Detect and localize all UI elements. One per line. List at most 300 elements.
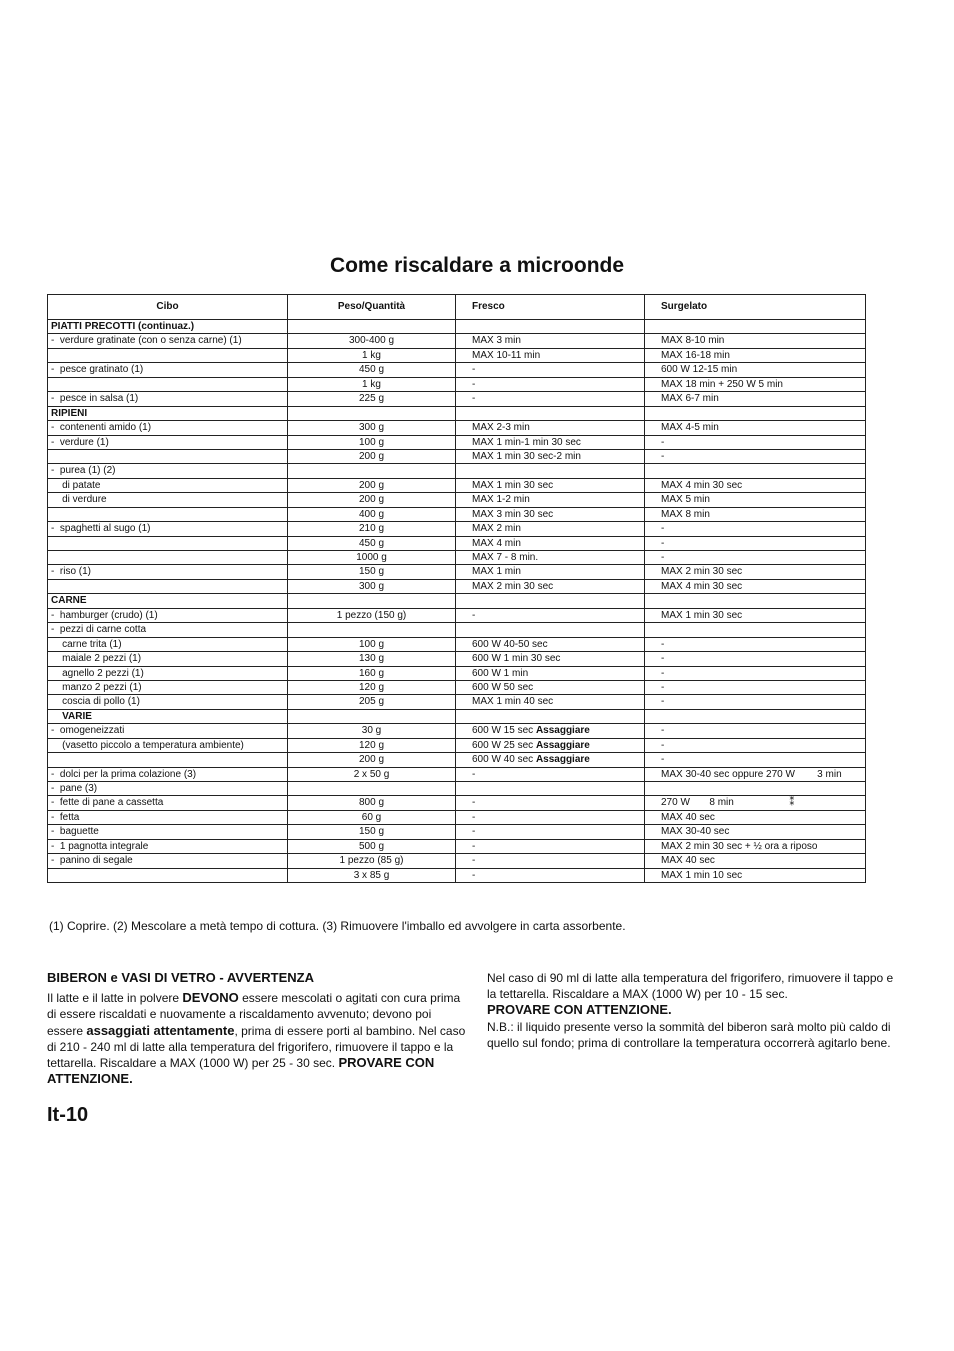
table-row bbox=[48, 782, 866, 796]
cell-surgelato bbox=[645, 334, 866, 348]
cell-peso bbox=[288, 478, 456, 492]
cell-cibo bbox=[48, 666, 288, 680]
cell-fresco bbox=[456, 724, 645, 738]
right-paragraph-1: Nel caso di 90 ml di latte alla temperatura del frigorifero, rimuovere il tappo e la tettarella. Riscaldare a MAX (1000 W) per 10 - 15 sec. bbox=[487, 971, 894, 1002]
cell-peso bbox=[288, 435, 456, 449]
fresco-text: MAX 2-3 min bbox=[472, 422, 530, 434]
cibo-text: di verdure bbox=[51, 494, 107, 506]
cibo-text: - verdure (1) bbox=[51, 436, 109, 448]
peso-text: 100 g bbox=[358, 436, 385, 448]
table-row bbox=[48, 652, 866, 666]
cell-peso bbox=[288, 348, 456, 362]
text-run: essere mescolati o agitati con cura prima di essere riscaldati e nuovamente a riscaldamento avvenuto; devono poi essere bbox=[47, 991, 461, 1038]
text-run: Il latte e il latte in polvere bbox=[47, 991, 183, 1006]
empty-cell bbox=[456, 709, 645, 723]
cell-surgelato bbox=[645, 652, 866, 666]
cibo-text: - dolci per la prima colazione (3) bbox=[51, 768, 197, 780]
cell-cibo bbox=[48, 334, 288, 348]
fresco-text: 600 W 25 sec bbox=[472, 739, 534, 751]
empty-cell bbox=[645, 320, 866, 334]
cell-cibo bbox=[48, 565, 288, 579]
cell-fresco bbox=[456, 493, 645, 507]
table-row bbox=[48, 449, 866, 463]
cell-fresco bbox=[456, 435, 645, 449]
cell-surgelato bbox=[645, 392, 866, 406]
table-row bbox=[48, 478, 866, 492]
header-fresco: Fresco bbox=[456, 295, 645, 320]
cell-cibo bbox=[48, 825, 288, 839]
table-row bbox=[48, 536, 866, 550]
peso-text: 2 x 50 g bbox=[353, 768, 390, 780]
cell-fresco bbox=[456, 507, 645, 521]
cell-peso bbox=[288, 421, 456, 435]
table-row bbox=[48, 377, 866, 391]
cell-peso bbox=[288, 868, 456, 882]
cell-surgelato bbox=[645, 666, 866, 680]
table-row bbox=[48, 348, 866, 362]
cell-cibo bbox=[48, 623, 288, 637]
cell-surgelato bbox=[645, 551, 866, 565]
cell-surgelato bbox=[645, 435, 866, 449]
table-row bbox=[48, 637, 866, 651]
table-row bbox=[48, 334, 866, 348]
table-row bbox=[48, 392, 866, 406]
cell-surgelato bbox=[645, 536, 866, 550]
fresco-text: - bbox=[472, 609, 476, 621]
cell-surgelato bbox=[645, 522, 866, 536]
peso-text: 1 kg bbox=[362, 378, 381, 390]
fresco-text: MAX 1 min 30 sec bbox=[472, 479, 554, 491]
cell-fresco bbox=[456, 464, 645, 478]
cell-surgelato bbox=[645, 507, 866, 521]
cell-peso bbox=[288, 449, 456, 463]
surgelato-text: MAX 40 sec bbox=[661, 811, 715, 823]
table-row bbox=[48, 767, 866, 781]
cell-fresco bbox=[456, 377, 645, 391]
peso-text: 1000 g bbox=[356, 552, 387, 563]
empty-cell bbox=[288, 320, 456, 334]
cibo-text: - omogeneizzati bbox=[51, 725, 125, 737]
cell-peso bbox=[288, 767, 456, 781]
section-row bbox=[48, 406, 866, 420]
cell-peso bbox=[288, 782, 456, 796]
cell-cibo bbox=[48, 724, 288, 738]
cell-peso bbox=[288, 839, 456, 853]
table-row bbox=[48, 565, 866, 579]
cell-surgelato bbox=[645, 579, 866, 593]
emphasis-assaggiati: assaggiati attentamente bbox=[86, 1022, 235, 1038]
fresco-text: - bbox=[472, 840, 476, 852]
cell-fresco bbox=[456, 478, 645, 492]
cell-peso bbox=[288, 579, 456, 593]
cell-fresco bbox=[456, 392, 645, 406]
table-row bbox=[48, 868, 866, 882]
table-row bbox=[48, 421, 866, 435]
table-row bbox=[48, 608, 866, 622]
surgelato-text: 270 W 8 min ⁑ bbox=[661, 797, 795, 809]
surgelato-text: - bbox=[661, 450, 665, 462]
cell-cibo bbox=[48, 868, 288, 882]
peso-text: 160 g bbox=[358, 667, 385, 679]
section-title: RIPIENI bbox=[48, 406, 288, 420]
peso-text: 150 g bbox=[358, 566, 385, 578]
cell-surgelato bbox=[645, 724, 866, 738]
surgelato-text: MAX 18 min + 250 W 5 min bbox=[661, 378, 783, 390]
empty-cell bbox=[288, 709, 456, 723]
cell-surgelato bbox=[645, 478, 866, 492]
cell-surgelato bbox=[645, 839, 866, 853]
cell-peso bbox=[288, 536, 456, 550]
empty-cell bbox=[288, 594, 456, 608]
surgelato-text: - bbox=[661, 436, 665, 448]
surgelato-text: MAX 1 min 10 sec bbox=[661, 869, 743, 881]
table-body bbox=[48, 320, 866, 883]
cell-cibo bbox=[48, 753, 288, 767]
surgelato-text: - bbox=[661, 653, 665, 665]
fresco-text: MAX 1 min bbox=[472, 566, 521, 578]
cell-surgelato bbox=[645, 680, 866, 694]
cell-cibo bbox=[48, 421, 288, 435]
empty-cell bbox=[645, 709, 866, 723]
cell-fresco bbox=[456, 753, 645, 767]
cell-cibo bbox=[48, 637, 288, 651]
cell-fresco bbox=[456, 796, 645, 810]
warning-paragraph bbox=[47, 990, 469, 1087]
header-surgelato: Surgelato bbox=[645, 295, 866, 320]
text-run: , prima di essere porti al bambino. Nel caso di 210 - 240 ml di latte alla temperatura del frigorifero, rimuovere il tappo e la tettarella. Riscaldare a MAX (1000 W) per 25 - 30 sec. bbox=[47, 1023, 466, 1071]
reheating-table bbox=[47, 294, 866, 883]
cell-peso bbox=[288, 825, 456, 839]
cell-surgelato bbox=[645, 753, 866, 767]
table-row bbox=[48, 507, 866, 521]
fresco-text: - bbox=[472, 768, 476, 780]
peso-text: 300 g bbox=[358, 422, 385, 434]
peso-text: 500 g bbox=[358, 840, 385, 852]
peso-text: 1 pezzo (85 g) bbox=[339, 855, 404, 867]
cibo-text: - hamburger (crudo) (1) bbox=[51, 609, 158, 621]
table-row bbox=[48, 810, 866, 824]
peso-text: 200 g bbox=[358, 450, 385, 462]
fresco-text: MAX 1-2 min bbox=[472, 494, 530, 506]
cell-peso bbox=[288, 464, 456, 478]
assaggiare-label: Assaggiare bbox=[535, 725, 590, 737]
emphasis-devono: DEVONO bbox=[182, 990, 239, 1006]
header-cibo: Cibo bbox=[48, 295, 288, 320]
surgelato-text: - bbox=[661, 754, 665, 766]
cell-peso bbox=[288, 493, 456, 507]
cell-cibo bbox=[48, 363, 288, 377]
surgelato-text: MAX 8 min bbox=[661, 508, 710, 520]
peso-text: 1 kg bbox=[362, 349, 381, 361]
cell-fresco bbox=[456, 536, 645, 550]
surgelato-text: - bbox=[661, 681, 665, 693]
cibo-text: - baguette bbox=[51, 826, 99, 838]
cell-surgelato bbox=[645, 565, 866, 579]
cell-cibo bbox=[48, 478, 288, 492]
cibo-text: - spaghetti al sugo (1) bbox=[51, 523, 151, 535]
surgelato-text: 600 W 12-15 min bbox=[661, 364, 738, 376]
peso-text: 100 g bbox=[358, 638, 385, 650]
fresco-text: MAX 3 min 30 sec bbox=[472, 508, 554, 520]
cell-peso bbox=[288, 623, 456, 637]
cell-cibo bbox=[48, 608, 288, 622]
empty-cell bbox=[645, 594, 866, 608]
fresco-text: MAX 7 - 8 min. bbox=[472, 552, 539, 563]
cell-cibo bbox=[48, 435, 288, 449]
emphasis-provare: PROVARE CON ATTENZIONE. bbox=[47, 1055, 435, 1087]
cell-fresco bbox=[456, 522, 645, 536]
cell-surgelato bbox=[645, 421, 866, 435]
cell-peso bbox=[288, 565, 456, 579]
peso-text: 800 g bbox=[358, 797, 385, 809]
table-row bbox=[48, 666, 866, 680]
cell-surgelato bbox=[645, 348, 866, 362]
cell-fresco bbox=[456, 551, 645, 565]
peso-text: 300-400 g bbox=[348, 335, 395, 347]
cibo-text: - pesce in salsa (1) bbox=[51, 393, 139, 405]
cibo-text: di patate bbox=[51, 479, 101, 491]
cibo-text: - verdure gratinate (con o senza carne) (1) bbox=[51, 335, 242, 347]
cell-fresco bbox=[456, 839, 645, 853]
fresco-text: MAX 1 min 40 sec bbox=[472, 696, 554, 708]
cell-fresco bbox=[456, 666, 645, 680]
table-row bbox=[48, 551, 866, 565]
cell-surgelato bbox=[645, 637, 866, 651]
peso-text: 400 g bbox=[358, 508, 385, 520]
table-row bbox=[48, 680, 866, 694]
fresco-text: MAX 4 min bbox=[472, 537, 521, 549]
empty-cell bbox=[288, 406, 456, 420]
cell-cibo bbox=[48, 796, 288, 810]
cibo-text: - riso (1) bbox=[51, 566, 91, 578]
peso-text: 205 g bbox=[358, 696, 385, 708]
section-row bbox=[48, 320, 866, 334]
cibo-text: carne trita (1) bbox=[51, 638, 122, 650]
peso-text: 130 g bbox=[358, 653, 385, 665]
fresco-text: 600 W 40-50 sec bbox=[472, 638, 548, 650]
cell-surgelato bbox=[645, 493, 866, 507]
fresco-text: MAX 3 min bbox=[472, 335, 521, 347]
surgelato-text: - bbox=[661, 537, 665, 549]
cell-fresco bbox=[456, 868, 645, 882]
cell-surgelato bbox=[645, 738, 866, 752]
surgelato-text: MAX 4-5 min bbox=[661, 422, 719, 434]
fresco-text: 600 W 1 min 30 sec bbox=[472, 653, 561, 665]
cell-fresco bbox=[456, 810, 645, 824]
surgelato-text: MAX 8-10 min bbox=[661, 335, 725, 347]
peso-text: 60 g bbox=[361, 811, 382, 823]
page-title: Come riscaldare a microonde bbox=[329, 254, 625, 277]
peso-text: 120 g bbox=[358, 739, 385, 751]
cibo-text: coscia di pollo (1) bbox=[51, 696, 140, 708]
cell-surgelato bbox=[645, 767, 866, 781]
cell-peso bbox=[288, 363, 456, 377]
cell-cibo bbox=[48, 507, 288, 521]
baby-bottle-warning-left bbox=[47, 970, 469, 1087]
cibo-text: maiale 2 pezzi (1) bbox=[51, 653, 142, 665]
cell-cibo bbox=[48, 738, 288, 752]
fresco-text: MAX 1 min-1 min 30 sec bbox=[472, 436, 581, 448]
cell-surgelato bbox=[645, 796, 866, 810]
cibo-text: - fette di pane a cassetta bbox=[51, 797, 164, 809]
section-title: VARIE bbox=[48, 709, 288, 723]
fresco-text: - bbox=[472, 811, 476, 823]
surgelato-text: - bbox=[661, 552, 665, 563]
surgelato-text: MAX 40 sec bbox=[661, 855, 715, 867]
cell-cibo bbox=[48, 854, 288, 868]
empty-cell bbox=[456, 594, 645, 608]
surgelato-text: MAX 2 min 30 sec + ½ ora a riposo bbox=[661, 840, 818, 852]
cibo-text: - 1 pagnotta integrale bbox=[51, 840, 149, 852]
cell-fresco bbox=[456, 579, 645, 593]
fresco-text: MAX 1 min 30 sec-2 min bbox=[472, 450, 581, 462]
cell-peso bbox=[288, 680, 456, 694]
cell-fresco bbox=[456, 825, 645, 839]
cell-cibo bbox=[48, 493, 288, 507]
cibo-text: agnello 2 pezzi (1) bbox=[51, 667, 144, 679]
peso-text: 200 g bbox=[358, 754, 385, 766]
surgelato-text: MAX 4 min 30 sec bbox=[661, 479, 743, 491]
cibo-text: manzo 2 pezzi (1) bbox=[51, 681, 142, 693]
section-title: CARNE bbox=[48, 594, 288, 608]
assaggiare-label: Assaggiare bbox=[535, 754, 590, 766]
fresco-text: - bbox=[472, 855, 476, 867]
cell-surgelato bbox=[645, 854, 866, 868]
cell-cibo bbox=[48, 839, 288, 853]
cell-cibo bbox=[48, 652, 288, 666]
fresco-text: 600 W 40 sec bbox=[472, 754, 534, 766]
cell-fresco bbox=[456, 637, 645, 651]
right-caution: PROVARE CON ATTENZIONE. bbox=[487, 1002, 672, 1018]
cell-cibo bbox=[48, 579, 288, 593]
cell-peso bbox=[288, 507, 456, 521]
peso-text: 210 g bbox=[358, 523, 385, 535]
fresco-text: - bbox=[472, 364, 476, 376]
cell-fresco bbox=[456, 854, 645, 868]
right-note: N.B.: il liquido presente verso la sommità del biberon sarà molto più caldo di quello sul fondo; prima di controllare la temperatura occorrerà agitarlo bene. bbox=[487, 1019, 891, 1050]
cell-fresco bbox=[456, 421, 645, 435]
surgelato-text: - bbox=[661, 523, 665, 535]
cell-fresco bbox=[456, 348, 645, 362]
peso-text: 120 g bbox=[358, 681, 385, 693]
cell-peso bbox=[288, 695, 456, 709]
fresco-text: 600 W 1 min bbox=[472, 667, 529, 679]
surgelato-text: MAX 5 min bbox=[661, 494, 710, 506]
table-row bbox=[48, 796, 866, 810]
baby-bottle-warning-right bbox=[487, 970, 897, 1051]
cibo-text: - purea (1) (2) bbox=[51, 465, 116, 477]
cell-cibo bbox=[48, 782, 288, 796]
cell-surgelato bbox=[645, 449, 866, 463]
cell-surgelato bbox=[645, 377, 866, 391]
fresco-text: - bbox=[472, 869, 476, 881]
cibo-text: (vasetto piccolo a temperatura ambiente) bbox=[51, 739, 244, 751]
cell-surgelato bbox=[645, 363, 866, 377]
cell-peso bbox=[288, 796, 456, 810]
cell-surgelato bbox=[645, 825, 866, 839]
assaggiare-label: Assaggiare bbox=[535, 739, 590, 751]
fresco-text: - bbox=[472, 797, 476, 809]
cibo-text: - pane (3) bbox=[51, 783, 98, 794]
fresco-text: - bbox=[472, 826, 476, 838]
surgelato-text: MAX 4 min 30 sec bbox=[661, 580, 743, 592]
peso-text: 200 g bbox=[358, 494, 385, 506]
table-row bbox=[48, 825, 866, 839]
cell-fresco bbox=[456, 738, 645, 752]
peso-text: 450 g bbox=[358, 537, 385, 549]
table-row bbox=[48, 435, 866, 449]
peso-text: 200 g bbox=[358, 479, 385, 491]
cell-cibo bbox=[48, 767, 288, 781]
cell-cibo bbox=[48, 392, 288, 406]
surgelato-text: MAX 2 min 30 sec bbox=[661, 566, 743, 578]
surgelato-text: MAX 6-7 min bbox=[661, 393, 719, 405]
cell-cibo bbox=[48, 464, 288, 478]
empty-cell bbox=[645, 406, 866, 420]
cell-peso bbox=[288, 522, 456, 536]
cell-fresco bbox=[456, 767, 645, 781]
surgelato-text: MAX 1 min 30 sec bbox=[661, 609, 743, 621]
cell-fresco bbox=[456, 623, 645, 637]
table-row bbox=[48, 522, 866, 536]
cibo-text: - panino di segale bbox=[51, 855, 133, 867]
cell-peso bbox=[288, 392, 456, 406]
cell-cibo bbox=[48, 522, 288, 536]
cell-cibo bbox=[48, 377, 288, 391]
surgelato-text: - bbox=[661, 638, 665, 650]
warning-heading: BIBERON e VASI DI VETRO - AVVERTENZA bbox=[47, 970, 315, 985]
table-header-row bbox=[48, 295, 866, 320]
surgelato-text: MAX 30-40 sec oppure 270 W 3 min bbox=[661, 768, 842, 780]
cell-fresco bbox=[456, 782, 645, 796]
cell-cibo bbox=[48, 348, 288, 362]
surgelato-text: MAX 16-18 min bbox=[661, 349, 730, 361]
cell-surgelato bbox=[645, 782, 866, 796]
cell-cibo bbox=[48, 449, 288, 463]
cell-peso bbox=[288, 666, 456, 680]
table-row bbox=[48, 839, 866, 853]
cell-surgelato bbox=[645, 464, 866, 478]
peso-text: 300 g bbox=[358, 580, 385, 592]
cell-peso bbox=[288, 724, 456, 738]
surgelato-text: - bbox=[661, 739, 665, 751]
section-row bbox=[48, 709, 866, 723]
surgelato-text: MAX 30-40 sec bbox=[661, 826, 730, 838]
cell-peso bbox=[288, 551, 456, 565]
footnotes: (1) Coprire. (2) Mescolare a metà tempo di cottura. (3) Rimuovere l'imballo ed avvolgere in carta assorbente. bbox=[49, 919, 626, 933]
cell-cibo bbox=[48, 680, 288, 694]
section-row bbox=[48, 594, 866, 608]
table-row bbox=[48, 623, 866, 637]
cell-peso bbox=[288, 608, 456, 622]
peso-text: 150 g bbox=[358, 826, 385, 838]
cell-peso bbox=[288, 377, 456, 391]
cibo-text: - pezzi di carne cotta bbox=[51, 624, 147, 636]
cell-surgelato bbox=[645, 608, 866, 622]
cell-surgelato bbox=[645, 810, 866, 824]
peso-text: 225 g bbox=[358, 393, 385, 405]
table-row bbox=[48, 753, 866, 767]
fresco-text: MAX 10-11 min bbox=[472, 349, 541, 361]
cell-peso bbox=[288, 810, 456, 824]
cell-peso bbox=[288, 334, 456, 348]
cell-cibo bbox=[48, 536, 288, 550]
cibo-text: - fetta bbox=[51, 811, 80, 823]
fresco-text: - bbox=[472, 378, 476, 390]
cell-surgelato bbox=[645, 868, 866, 882]
empty-cell bbox=[456, 320, 645, 334]
table-row bbox=[48, 738, 866, 752]
